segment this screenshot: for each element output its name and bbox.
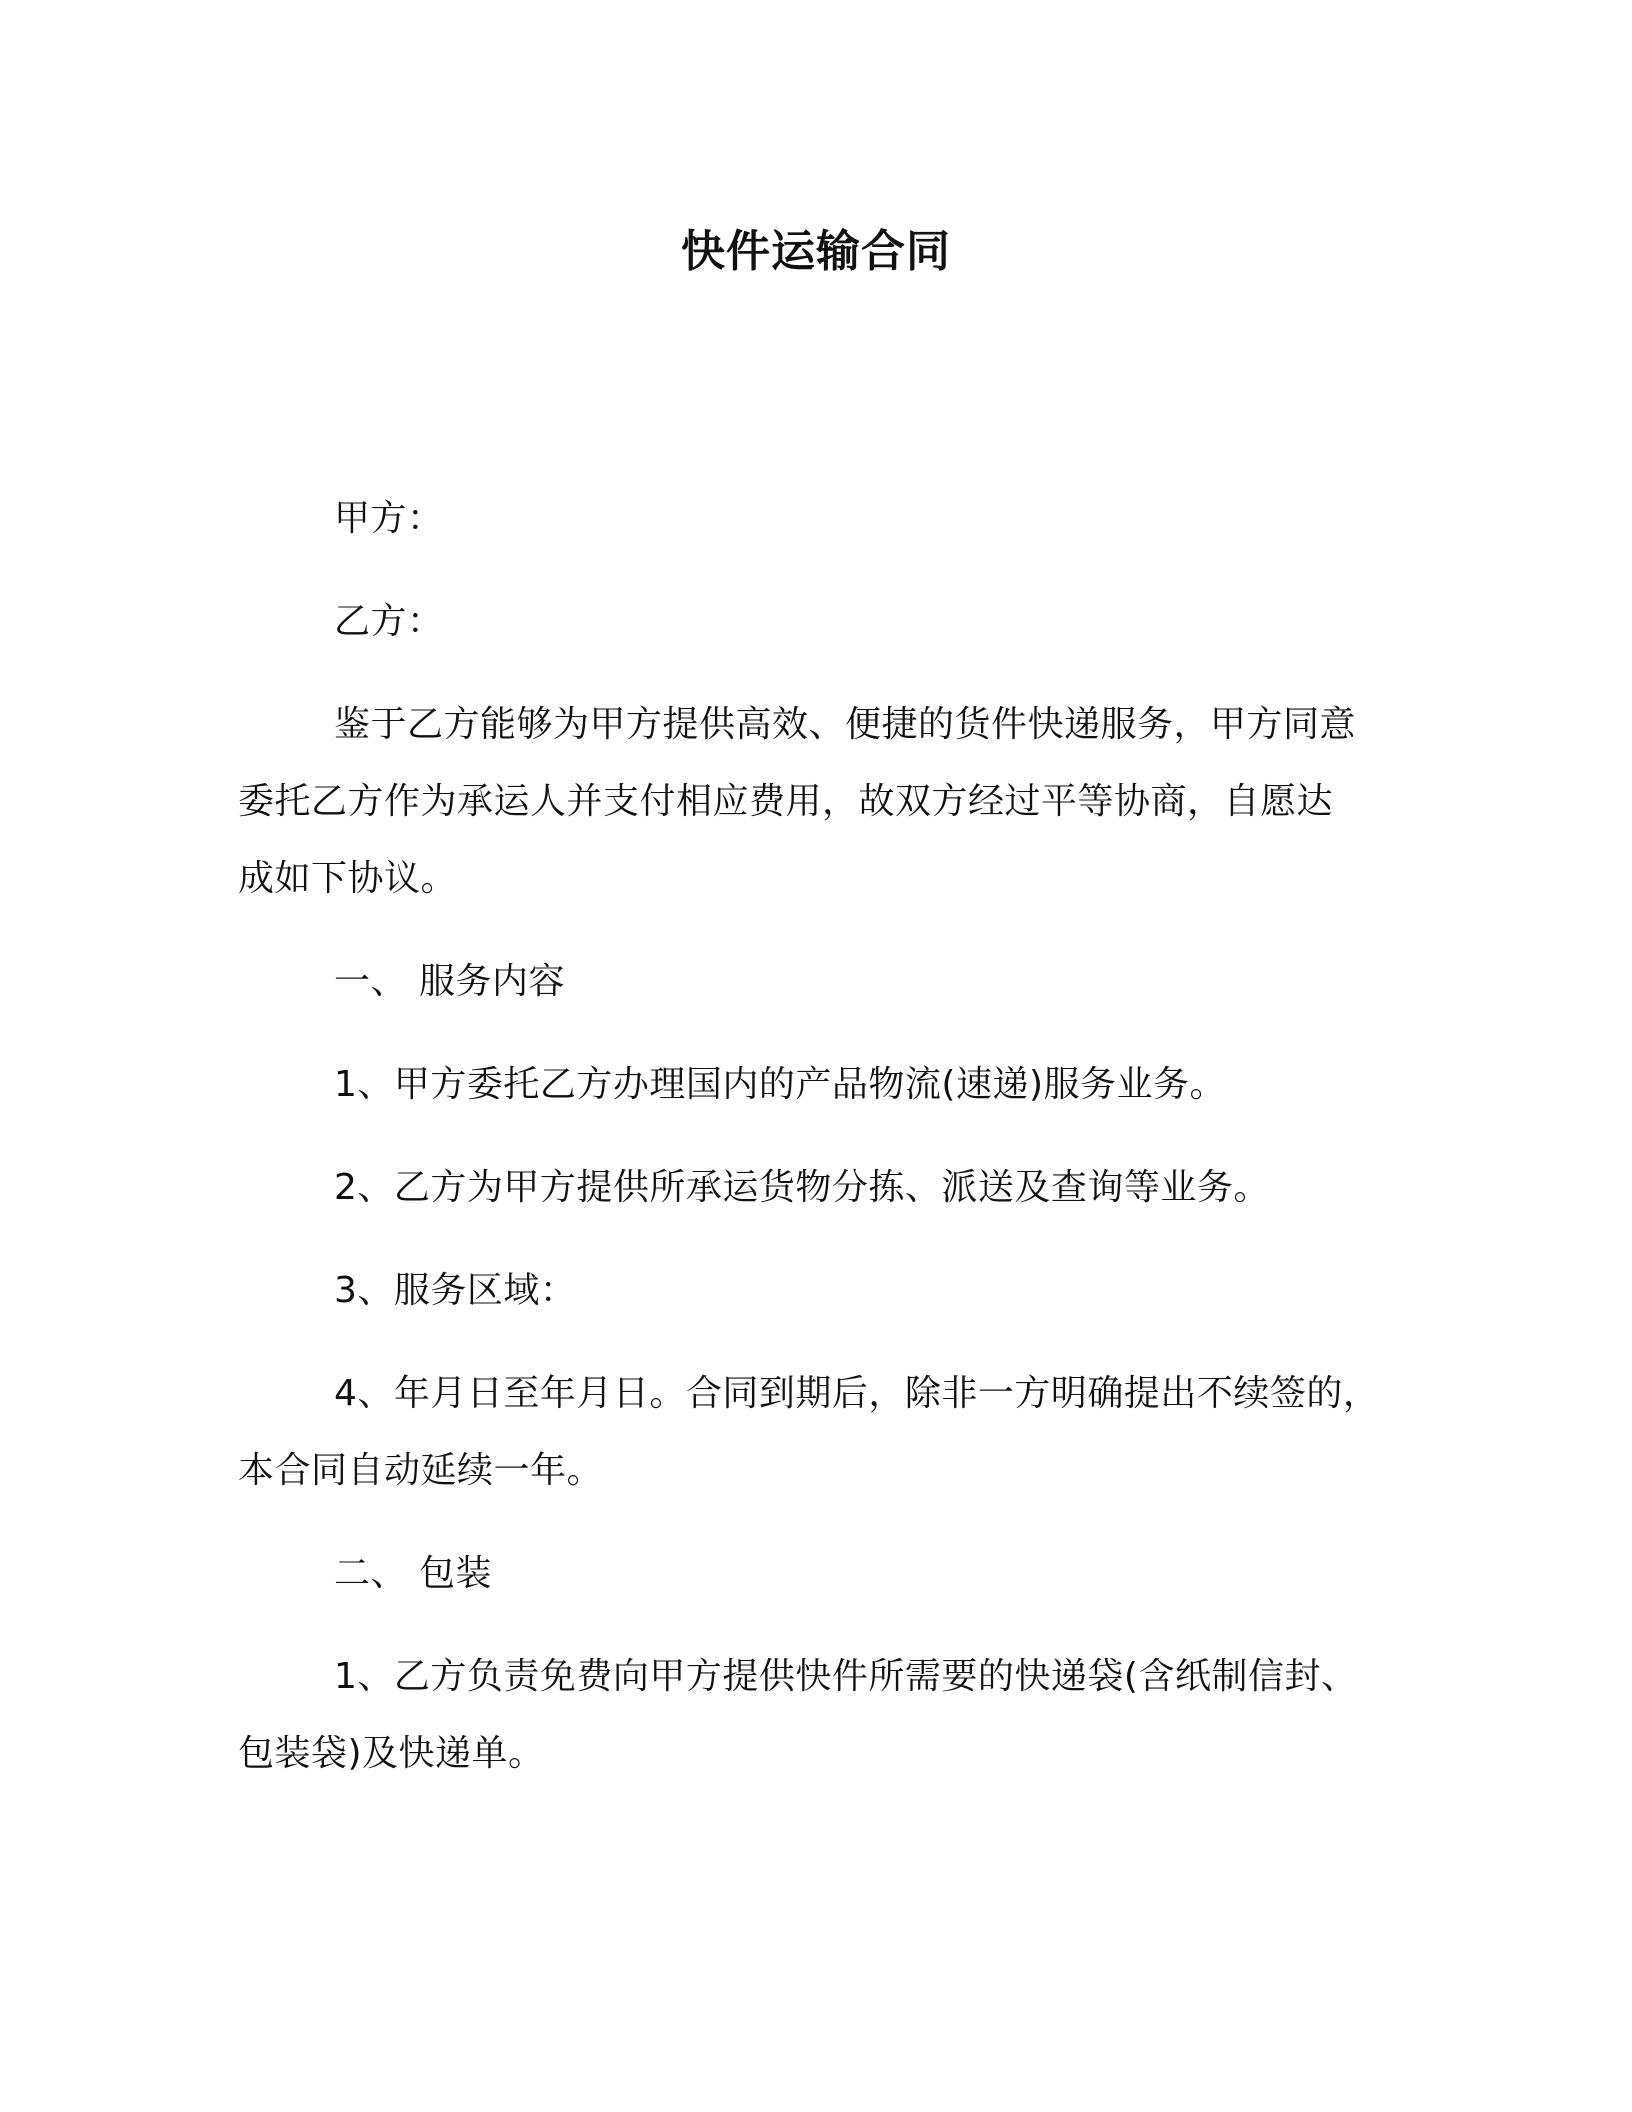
section-1-item-4-line-1: 4、年月日至年月日。合同到期后，除非一方明确提出不续签的，	[334, 1373, 1380, 1414]
section-2-item-1-line-1: 1、乙方负责免费向甲方提供快件所需要的快递袋(含纸制信封、	[334, 1656, 1358, 1697]
party-b-label: 乙方：	[334, 601, 444, 642]
preamble-line-1: 鉴于乙方能够为甲方提供高效、便捷的货件快递服务，甲方同意	[334, 704, 1357, 745]
section-1-item-4-line-2: 本合同自动延续一年。	[238, 1450, 604, 1491]
preamble-line-3: 成如下协议。	[238, 858, 458, 899]
section-1-heading: 一、 服务内容	[334, 961, 565, 1002]
section-1-item-1: 1、甲方委托乙方办理国内的产品物流(速递)服务业务。	[334, 1064, 1226, 1105]
document-title: 快件运输合同	[681, 226, 951, 277]
section-2-item-1-line-2: 包装袋)及快递单。	[238, 1733, 545, 1774]
preamble-line-2: 委托乙方作为承运人并支付相应费用，故双方经过平等协商，自愿达	[238, 781, 1334, 822]
section-2-heading: 二、 包装	[334, 1553, 492, 1594]
party-a-label: 甲方：	[334, 498, 444, 539]
section-1-item-2: 2、乙方为甲方提供所承运货物分拣、派送及查询等业务。	[334, 1167, 1270, 1208]
section-1-item-3: 3、服务区域：	[334, 1270, 577, 1311]
